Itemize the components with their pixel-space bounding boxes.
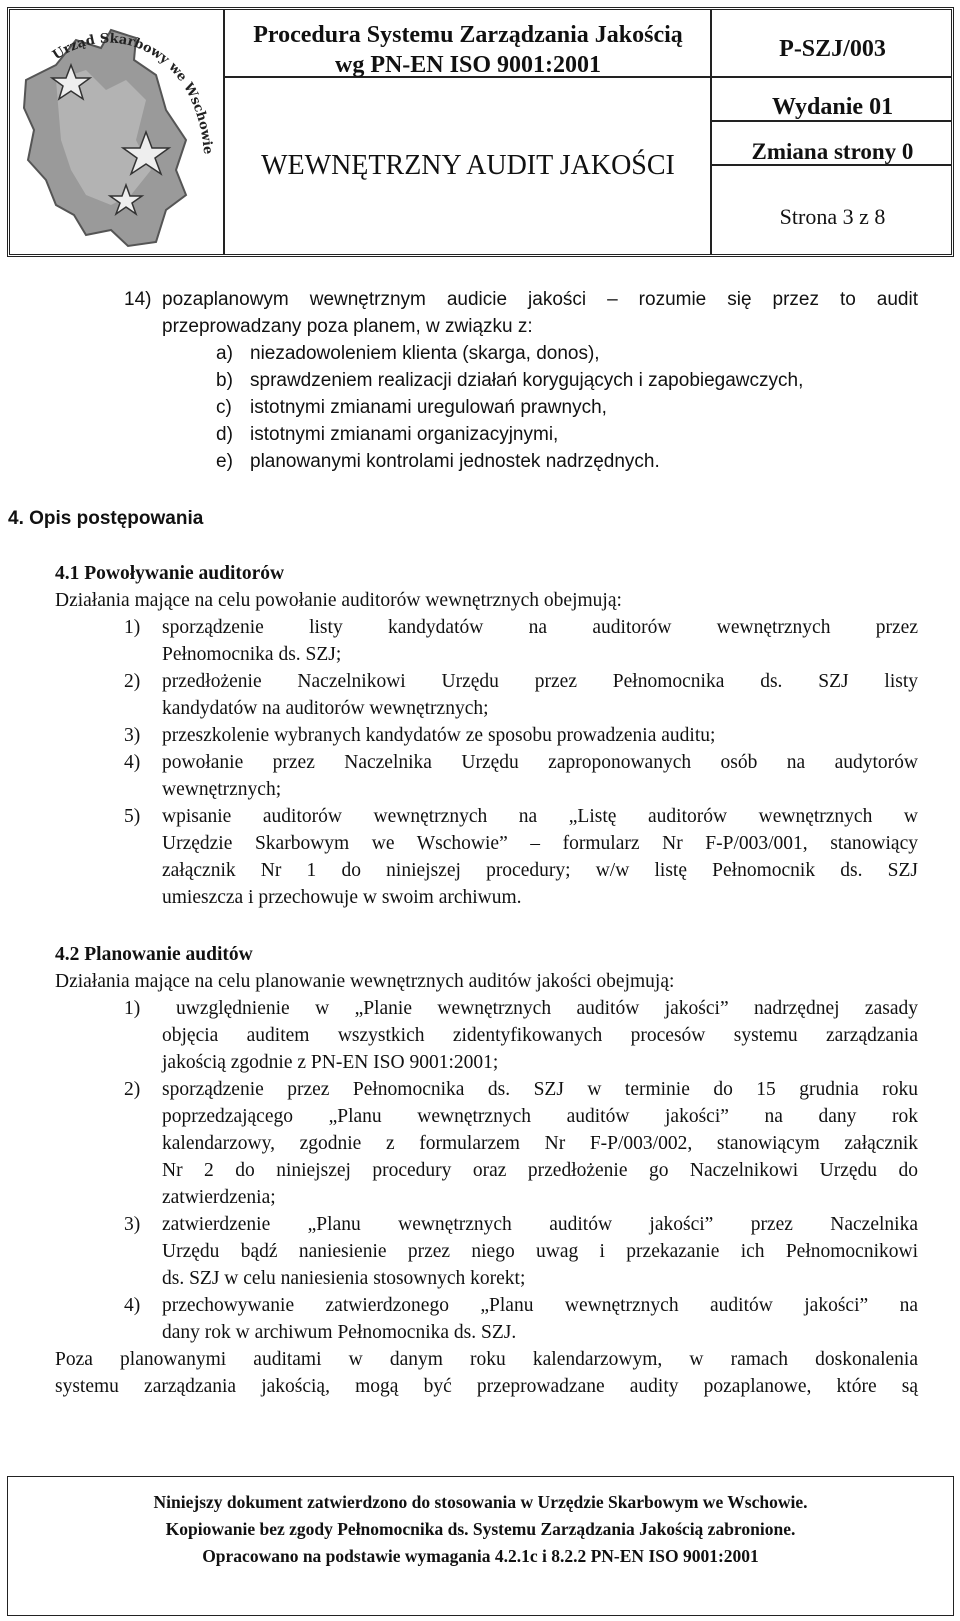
list-item-number: 4) — [124, 752, 141, 773]
section-heading: 4. Opis postępowania — [8, 508, 204, 529]
logo-text: Urząd Skarbowy we Wschowie — [50, 31, 216, 155]
procedure-title: Procedura Systemu Zarządzania Jakością — [253, 22, 683, 48]
document-code: P-SZJ/003 — [779, 36, 886, 62]
list-item-number: 4) — [124, 1295, 141, 1316]
list-item-text: Pełnomocnika ds. SZJ; — [162, 644, 342, 665]
definition-text: przeprowadzany poza planem, w związku z: — [162, 316, 533, 337]
page-number: Strona 3 z 8 — [779, 204, 886, 229]
list-item-text: jakością zgodnie z PN-EN ISO 9001:2001; — [162, 1052, 499, 1073]
page-change: Zmiana strony 0 — [751, 139, 914, 164]
list-item-text: Urzędzie Skarbowym we Wschowie” – formularz Nr F-P/003/001, stanowiący — [162, 833, 918, 854]
list-item-text: kalendarzowy, zgodnie z formularzem Nr F-P/003/002, stanowiącym załącznik — [162, 1133, 918, 1154]
list-item-number: 5) — [124, 806, 141, 827]
list-item-number: 2) — [124, 1079, 141, 1100]
list-item-text: dany rok w archiwum Pełnomocnika ds. SZJ. — [162, 1322, 517, 1343]
list-item-text: uwzględnienie w „Planie wewnętrznych auditów jakości” nadrzędnej zasady — [176, 998, 918, 1019]
footer-basis-note: Opracowano na podstawie wymagania 4.2.1c i 8.2.2 PN-EN ISO 9001:2001 — [202, 1546, 759, 1566]
list-item-text: kandydatów na auditorów wewnętrznych; — [162, 698, 489, 719]
sub-item-text: istotnymi zmianami uregulowań prawnych, — [250, 397, 607, 418]
footer-copy-notice: Kopiowanie bez zgody Pełnomocnika ds. Systemu Zarządzania Jakością zabronione. — [165, 1519, 796, 1539]
sub-item-letter: d) — [216, 424, 233, 445]
paragraph-text: Działania mające na celu powołanie auditorów wewnętrznych obejmują: — [55, 590, 622, 611]
list-item-number: 1) — [124, 998, 141, 1019]
footer-approval-note: Niniejszy dokument zatwierdzono do stosowania w Urzędzie Skarbowym we Wschowie. — [153, 1492, 808, 1512]
list-item-text: przedłożenie Naczelnikowi Urzędu przez Pełnomocnika ds. SZJ listy — [162, 671, 918, 692]
paragraph-text: Działania mające na celu planowanie wewnętrznych auditów jakości obejmują: — [55, 971, 675, 992]
list-item-text: poprzedzającego „Planu wewnętrznych auditów jakości” na dany rok — [162, 1106, 918, 1127]
list-item-text: objęcia auditem wszystkich zidentyfikowanych procesów systemu zarządzania — [162, 1025, 918, 1046]
list-item-text: umieszcza i przechowuje w swoim archiwum. — [162, 887, 522, 908]
office-logo-icon — [16, 20, 221, 252]
list-item-text: zatwierdzenie „Planu wewnętrznych auditów jakości” przez Naczelnika — [162, 1214, 918, 1235]
list-item-text: Nr 2 do niniejszej procedury oraz przedłożenie go Naczelnikowi Urzędu do — [162, 1160, 918, 1181]
header-divider — [223, 10, 225, 254]
list-item-text: zatwierdzenia; — [162, 1187, 276, 1208]
list-item-number: 14) — [124, 289, 152, 310]
paragraph-text: systemu zarządzania jakością, mogą być przeprowadzane audity pozaplanowe, które są — [55, 1376, 918, 1397]
document-title: WEWNĘTRZNY AUDIT JAKOŚCI — [261, 150, 675, 181]
definition-text: pozaplanowym wewnętrznym audicie jakości – rozumie się przez to audit — [162, 289, 918, 310]
list-item-text: przeszkolenie wybranych kandydatów ze sposobu prowadzenia auditu; — [162, 725, 716, 746]
document-footer — [7, 1476, 954, 1616]
list-item-text: załącznik Nr 1 do niniejszej procedury; w/w listę Pełnomocnik ds. SZJ — [162, 860, 918, 881]
list-item-text: przechowywanie zatwierdzonego „Planu wewnętrznych auditów jakości” na — [162, 1295, 918, 1316]
procedure-standard: wg PN-EN ISO 9001:2001 — [334, 52, 601, 78]
list-item-text: Urzędu bądź naniesienie przez niego uwag i przekazanie ich Pełnomocnikowi — [162, 1241, 918, 1262]
list-item-text: powołanie przez Naczelnika Urzędu zaproponowanych osób na audytorów — [162, 752, 918, 773]
list-item-number: 2) — [124, 671, 141, 692]
list-item-text: wewnętrznych; — [162, 779, 282, 800]
paragraph-text: Poza planowanymi auditami w danym roku kalendarzowym, w ramach doskonalenia — [55, 1349, 918, 1370]
list-item-number: 1) — [124, 617, 141, 638]
sub-item-letter: e) — [216, 451, 233, 472]
subsection-heading: 4.1 Powoływanie auditorów — [55, 563, 285, 584]
list-item-text: ds. SZJ w celu naniesienia stosownych korekt; — [162, 1268, 526, 1289]
list-item-text: sporządzenie przez Pełnomocnika ds. SZJ w terminie do 15 grudnia roku — [162, 1079, 918, 1100]
list-item-text: sporządzenie listy kandydatów na auditorów wewnętrznych przez — [162, 617, 918, 638]
sub-item-text: sprawdzeniem realizacji działań korygujących i zapobiegawczych, — [250, 370, 804, 391]
header-divider — [710, 76, 951, 78]
edition-number: Wydanie 01 — [771, 94, 894, 120]
sub-item-text: istotnymi zmianami organizacyjnymi, — [250, 424, 559, 445]
sub-item-text: planowanymi kontrolami jednostek nadrzędnych. — [250, 451, 660, 472]
sub-item-letter: a) — [216, 343, 233, 364]
list-item-number: 3) — [124, 1214, 141, 1235]
sub-item-letter: c) — [216, 397, 232, 418]
list-item-number: 3) — [124, 725, 141, 746]
sub-item-letter: b) — [216, 370, 233, 391]
list-item-text: wpisanie auditorów wewnętrznych na „Listę auditorów wewnętrznych w — [162, 806, 918, 827]
sub-item-text: niezadowoleniem klienta (skarga, donos), — [250, 343, 600, 364]
document-header — [7, 7, 954, 257]
subsection-heading: 4.2 Planowanie auditów — [55, 944, 253, 965]
